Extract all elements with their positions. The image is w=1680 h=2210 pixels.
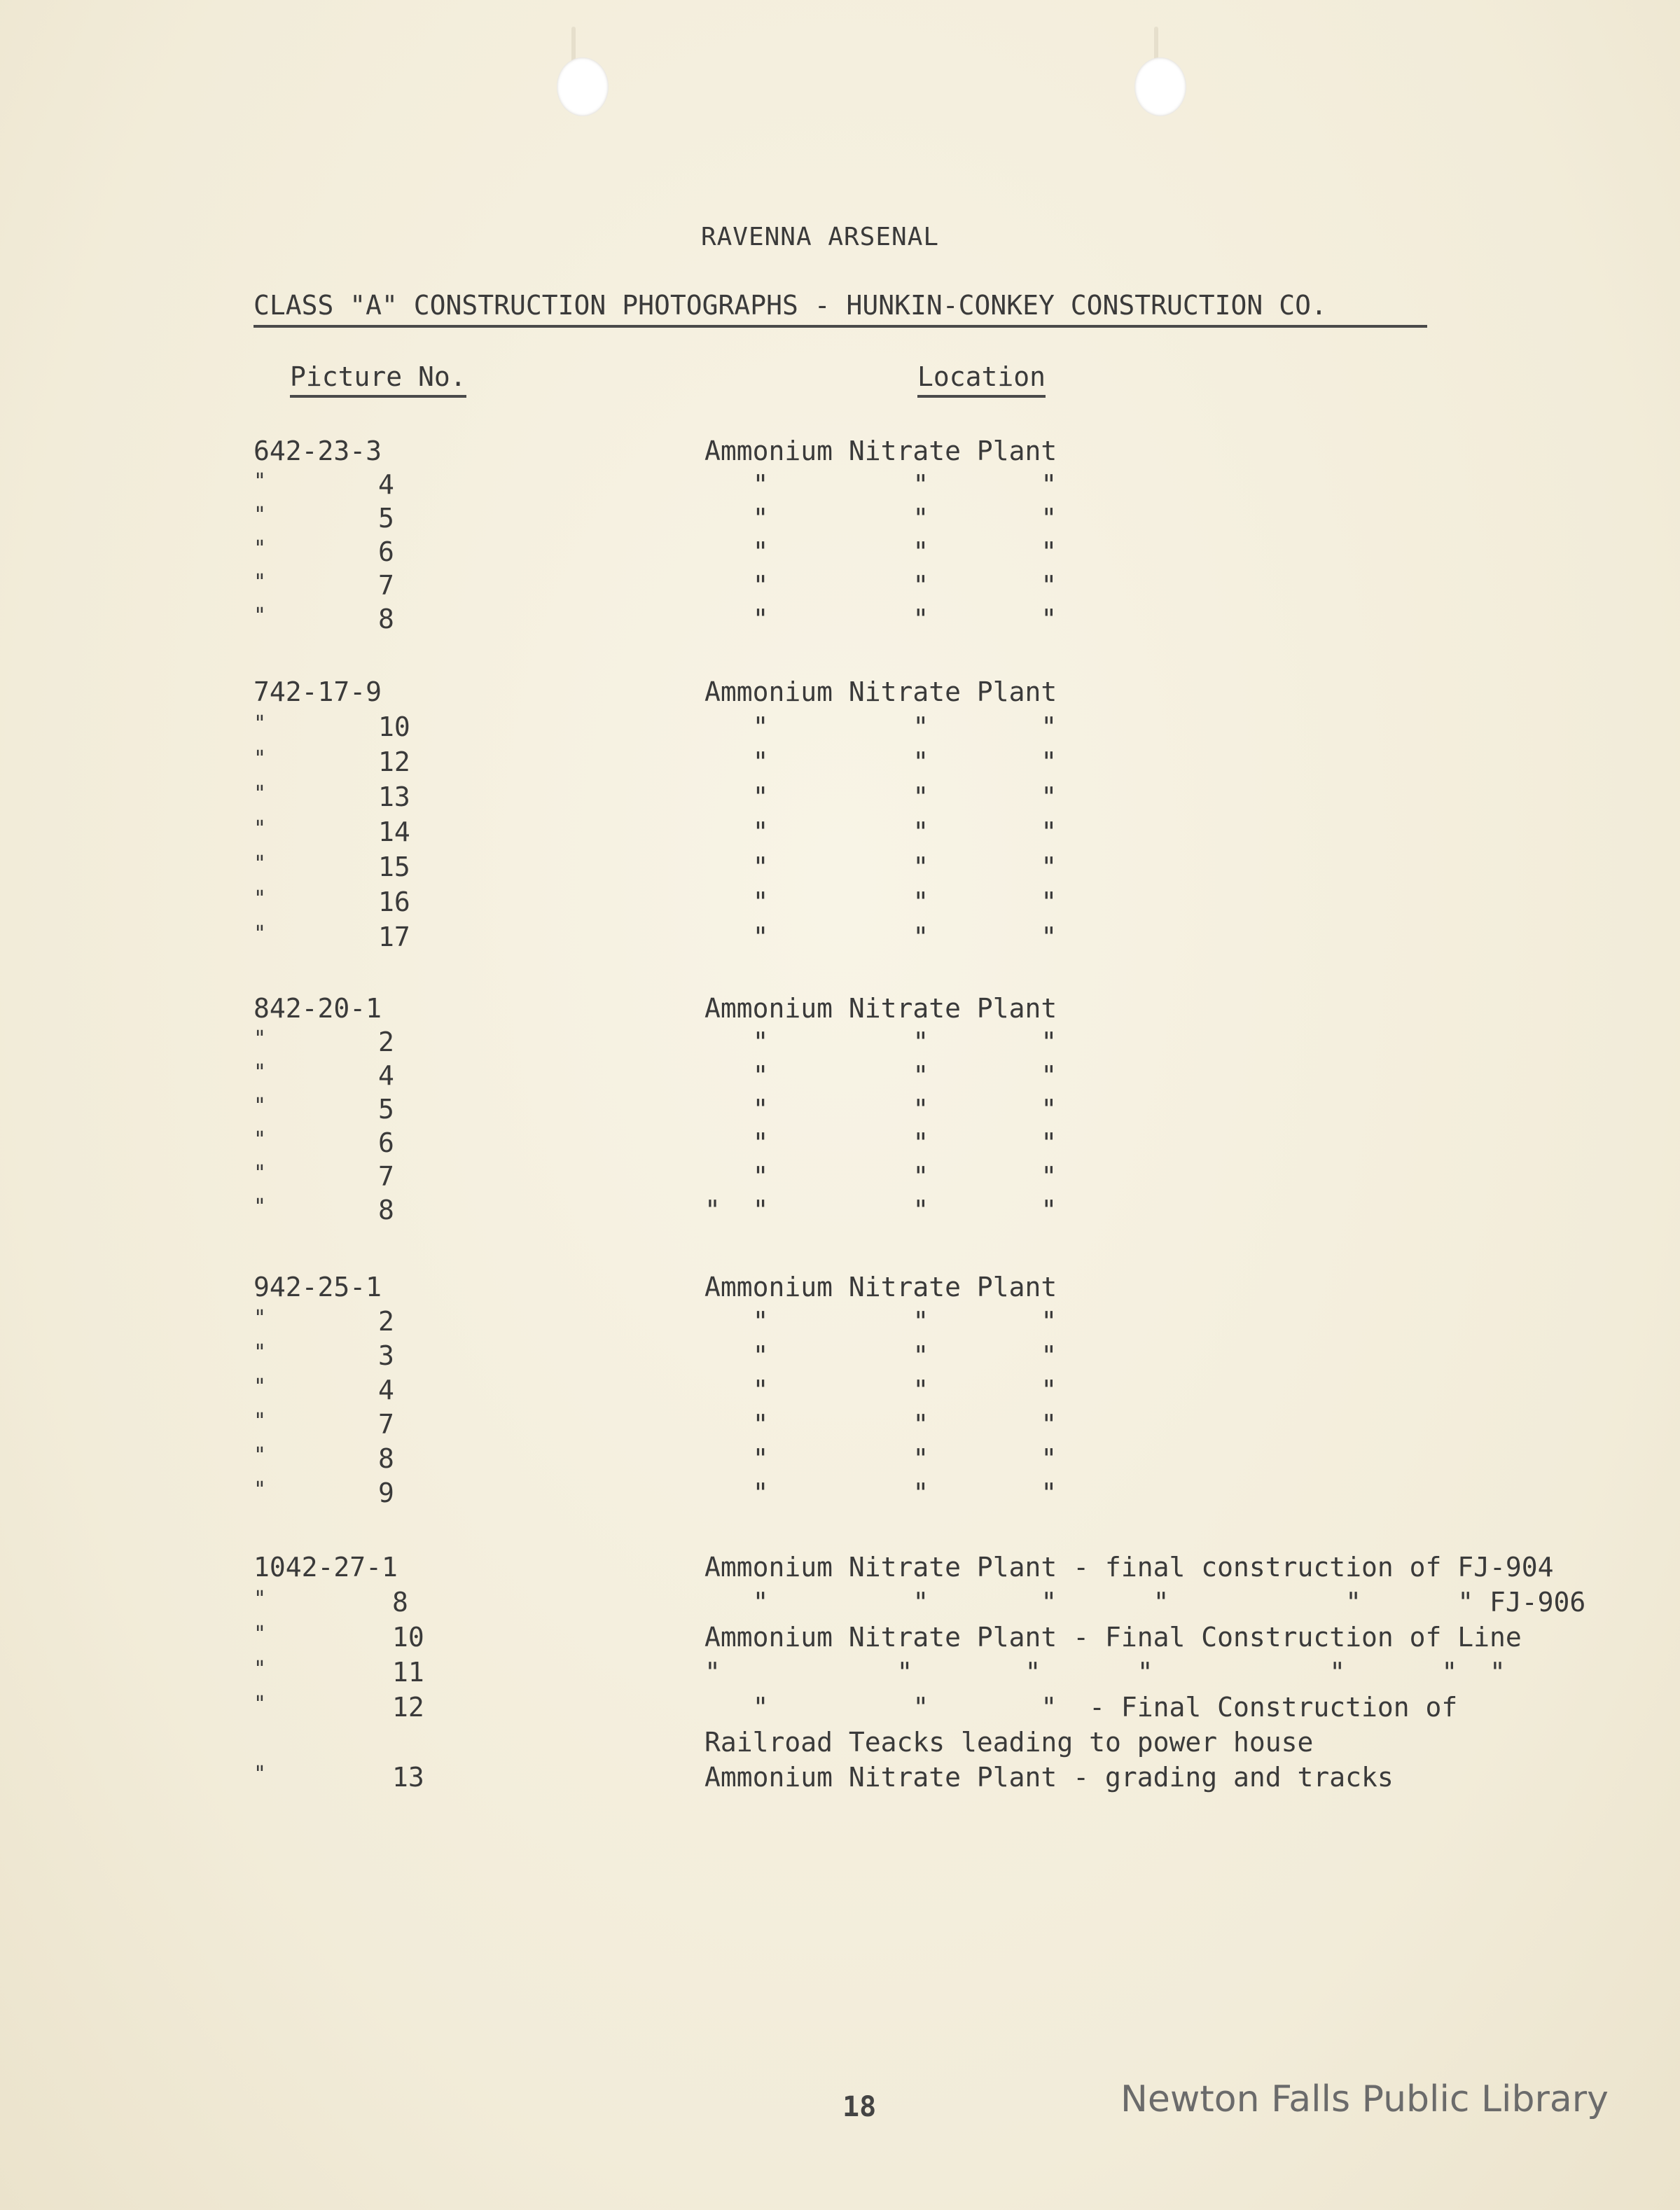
location-text: Ammonium Nitrate Plant — [704, 993, 1057, 1024]
picture-number: 6 — [378, 1127, 394, 1158]
location-text: " " " — [704, 536, 1057, 567]
location-text: " " " — [704, 1127, 1057, 1158]
location-text: " " " — [704, 1340, 1057, 1371]
ditto-mark: " — [254, 852, 267, 876]
ditto-mark: " — [254, 1195, 267, 1219]
picture-number: 4 — [378, 469, 394, 500]
list-item — [0, 781, 1680, 816]
ditto-mark: " — [254, 503, 267, 527]
list-item — [0, 1127, 1680, 1162]
location-text: " " " — [704, 1060, 1057, 1091]
location-text: " " " — [704, 604, 1057, 634]
picture-number: 7 — [378, 1161, 394, 1192]
list-item — [0, 711, 1680, 746]
ditto-mark: " — [254, 1692, 267, 1716]
picture-number: 17 — [378, 922, 410, 952]
list-item — [0, 746, 1680, 781]
location-text: " " " — [704, 922, 1057, 952]
ditto-mark: " — [254, 469, 267, 494]
list-item — [0, 816, 1680, 852]
location-text: Ammonium Nitrate Plant — [704, 436, 1057, 466]
list-item — [0, 1587, 1680, 1622]
list-item — [0, 1478, 1680, 1513]
list-item — [0, 1762, 1680, 1797]
list-item — [0, 887, 1680, 922]
picture-number: 12 — [378, 746, 410, 777]
header-picture-no: Picture No. — [290, 361, 466, 398]
ditto-mark: " — [254, 1478, 267, 1502]
ditto-mark: " — [254, 1762, 267, 1786]
location-text: " " " — [704, 1027, 1057, 1057]
ditto-mark: " — [254, 604, 267, 628]
ditto-mark: " — [254, 816, 267, 841]
ditto-mark: " — [254, 1657, 267, 1681]
picture-number: 7 — [378, 570, 394, 601]
list-item — [0, 676, 1680, 711]
document-subtitle: CLASS "A" CONSTRUCTION PHOTOGRAPHS - HUNKIN-CONKEY CONSTRUCTION CO. — [254, 290, 1427, 328]
list-item — [0, 1094, 1680, 1129]
picture-number: 16 — [378, 887, 410, 917]
location-text: " " " — [704, 887, 1057, 917]
picture-number: 842-20-1 — [254, 993, 382, 1024]
location-text: Railroad Teacks leading to power house — [704, 1727, 1314, 1758]
location-text: " " " — [704, 503, 1057, 534]
list-item — [0, 1027, 1680, 1062]
location-text: Ammonium Nitrate Plant - Final Construction of Line — [704, 1622, 1522, 1653]
ditto-mark: " — [254, 1340, 267, 1365]
picture-number: 8 — [378, 1443, 394, 1474]
list-item — [0, 1622, 1680, 1657]
location-text: " " " — [704, 852, 1057, 882]
picture-number: 5 — [378, 1094, 394, 1125]
location-text: " " " - Final Construction of — [704, 1692, 1458, 1723]
ditto-mark: " — [254, 1443, 267, 1468]
location-text: Ammonium Nitrate Plant — [704, 1272, 1057, 1302]
ditto-mark: " — [254, 1060, 267, 1085]
location-text: Ammonium Nitrate Plant - grading and tracks — [704, 1762, 1394, 1793]
picture-number: 8 — [392, 1587, 408, 1618]
ditto-mark: " — [254, 1409, 267, 1433]
list-item — [0, 1727, 1680, 1762]
ditto-mark: " — [254, 1622, 267, 1646]
ditto-mark: " — [254, 781, 267, 806]
list-item — [0, 604, 1680, 639]
location-text: Ammonium Nitrate Plant — [704, 676, 1057, 707]
list-item — [0, 1161, 1680, 1196]
list-item — [0, 922, 1680, 957]
ditto-mark: " — [254, 1161, 267, 1186]
header-location: Location — [917, 361, 1046, 398]
location-text: " " " — [704, 1094, 1057, 1125]
picture-number: 742-17-9 — [254, 676, 382, 707]
location-text: " " " — [704, 1161, 1057, 1192]
document-title: RAVENNA ARSENAL — [700, 223, 940, 251]
list-item — [0, 1552, 1680, 1587]
picture-number: 11 — [392, 1657, 424, 1688]
picture-number: 6 — [378, 536, 394, 567]
ditto-mark: " — [254, 1306, 267, 1330]
picture-number: 942-25-1 — [254, 1272, 382, 1302]
picture-number: 9 — [378, 1478, 394, 1508]
list-item — [0, 852, 1680, 887]
picture-number: 7 — [378, 1409, 394, 1440]
picture-number: 4 — [378, 1375, 394, 1405]
picture-number: 1042-27-1 — [254, 1552, 398, 1583]
list-item — [0, 536, 1680, 571]
location-text: " " " " " " FJ-906 — [704, 1587, 1586, 1618]
picture-number: 2 — [378, 1027, 394, 1057]
picture-number: 10 — [378, 711, 410, 742]
list-item — [0, 570, 1680, 605]
list-item — [0, 1195, 1680, 1230]
picture-number: 14 — [378, 816, 410, 847]
ditto-mark: " — [254, 1375, 267, 1399]
ditto-mark: " — [254, 887, 267, 911]
picture-number: 642-23-3 — [254, 436, 382, 466]
library-watermark: Newton Falls Public Library — [1120, 2078, 1609, 2120]
location-text: " " " — [704, 816, 1057, 847]
picture-number: 3 — [378, 1340, 394, 1371]
location-text: Ammonium Nitrate Plant - final construction of FJ-904 — [704, 1552, 1554, 1583]
list-item — [0, 503, 1680, 538]
location-text: " " " — [704, 1306, 1057, 1337]
ditto-mark: " — [254, 746, 267, 771]
picture-number: 8 — [378, 1195, 394, 1225]
ditto-mark: " — [254, 536, 267, 561]
picture-number: 8 — [378, 604, 394, 634]
picture-number: 13 — [392, 1762, 424, 1793]
location-text: " " " — [704, 570, 1057, 601]
ditto-mark: " — [254, 1127, 267, 1152]
picture-number: 5 — [378, 503, 394, 534]
list-item — [0, 1692, 1680, 1727]
location-text: " " " " — [704, 1195, 1057, 1225]
ditto-mark: " — [254, 711, 267, 736]
location-text: " " " — [704, 1409, 1057, 1440]
list-item — [0, 993, 1680, 1028]
picture-number: 15 — [378, 852, 410, 882]
list-item — [0, 1340, 1680, 1375]
ditto-mark: " — [254, 1027, 267, 1051]
picture-number: 2 — [378, 1306, 394, 1337]
list-item — [0, 1443, 1680, 1478]
list-item — [0, 1375, 1680, 1410]
list-item — [0, 469, 1680, 504]
location-text: " " " — [704, 711, 1057, 742]
picture-number: 12 — [392, 1692, 424, 1723]
location-text: " " " — [704, 1375, 1057, 1405]
location-text: " " " — [704, 1443, 1057, 1474]
punch-hole-right — [1134, 57, 1186, 116]
list-item — [0, 1409, 1680, 1444]
list-item — [0, 1272, 1680, 1307]
location-text: " " " — [704, 746, 1057, 777]
picture-number: 10 — [392, 1622, 424, 1653]
ditto-mark: " — [254, 1587, 267, 1611]
ditto-mark: " — [254, 1094, 267, 1118]
picture-number: 13 — [378, 781, 410, 812]
punch-hole-left — [557, 57, 609, 116]
list-item — [0, 436, 1680, 471]
ditto-mark: " — [254, 922, 267, 946]
ditto-mark: " — [254, 570, 267, 595]
list-item — [0, 1306, 1680, 1341]
location-text: " " " " " " " — [704, 1657, 1506, 1688]
picture-number: 4 — [378, 1060, 394, 1091]
list-item — [0, 1657, 1680, 1692]
location-text: " " " — [704, 1478, 1057, 1508]
location-text: " " " — [704, 781, 1057, 812]
list-item — [0, 1060, 1680, 1095]
page-number: 18 — [842, 2091, 877, 2123]
location-text: " " " — [704, 469, 1057, 500]
